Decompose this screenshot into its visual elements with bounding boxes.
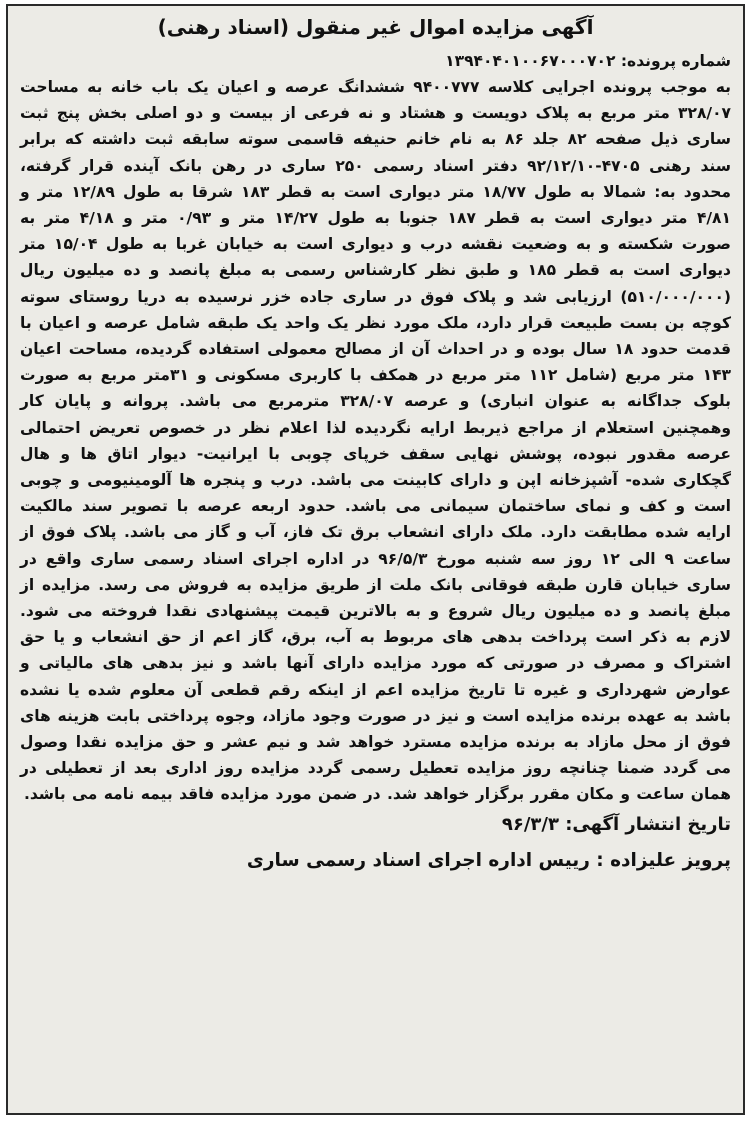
file-number: شماره پرونده: ۱۳۹۴۰۴۰۱۰۰۶۷۰۰۰۷۰۲ [445, 52, 731, 70]
signature: پرویز علیزاده : رییس اداره اجرای اسناد رسمی ساری [246, 849, 731, 871]
publish-date: تاریخ انتشار آگهی: ۹۶/۳/۳ [501, 813, 731, 835]
notice-title: آگهی مزایده اموال غیر منقول (اسناد رهنی) [157, 15, 594, 39]
auction-notice [6, 4, 745, 1115]
notice-body: به موجب پرونده اجرایی کلاسه ۹۴۰۰۷۷۷ ششدانگ عرصه و اعیان یک باب خانه به مساحت ۳۲۸/۰۷ متر مربع به پلاک دویست و هشتاد و نه فرعی از بیست و دو اصلی بخش پنج ثبت ساری ذیل صفحه ۸۲ جلد ۸۶ به نام خانم حنیفه قاسمی سوته سابقه ثبت داشته که برابر سند رهنی ۴۷۰۵-۹۲/۱۲/۱۰ دفتر اسناد رسمی ۲۵۰ ساری در رهن بانک آینده قرار گرفته، محدود به: شمالا به طول ۱۸/۷۷ متر دیواری است به قطر ۱۸۳ شرقا به طول ۱۲/۸۹ متر و ۴/۸۱ متر دیواری است به قطر ۱۸۷ جنوبا به طول ۱۴/۲۷ متر و ۰/۹۳ متر و ۴/۱۸ متر به صورت شکسته و به وضعیت نقشه درب و دیواری است به خیابان غربا به طول ۱۵/۰۴ متر دیواری است به قطر ۱۸۵ و طبق نظر کارشناس رسمی به مبلغ پانصد و ده میلیون ریال (۵۱۰/۰۰۰/۰۰۰) ارزیابی شد و پلاک فوق در ساری جاده خزر نرسیده به دریا روستای سوته کوچه بن بست طبیعت قرار دارد، ملک مورد نظر یک واحد یک طبقه شامل عرصه و اعیان با قدمت حدود ۱۸ سال بوده و در احداث آن از مصالح معمولی استفاده گردیده، مساحت اعیان ۱۴۳ متر مربع (شامل ۱۱۲ متر مربع در همکف با کاربری مسکونی و ۳۱متر مربع به صورت بلوک جداگانه به عنوان انباری) و عرصه ۳۲۸/۰۷ مترمربع می باشد. پروانه و پایان کار وهمچنین استعلام از مراجع ذیربط ارایه نگردیده لذا اعلام نظر در خصوص تعریض احتمالی عرصه مقدور نبوده، پوشش نهایی سقف خرپای چوبی با ایرانیت- دیوار اتاق ها و هال گچکاری شده- آشپزخانه اپن و دارای کابینت می باشد. درب و پنجره ها آلومینیومی و چوبی است و کف و نمای ساختمان سیمانی می باشد. حدود اربعه عرصه با تصویر سند مالکیت ارایه شده مطابقت دارد. ملک دارای انشعاب برق تک فاز، آب و گاز می باشد. پلاک فوق از ساعت ۹ الی ۱۲ روز سه شنبه مورخ ۹۶/۵/۳ در اداره اجرای اسناد رسمی ساری واقع در ساری خیابان قارن طبقه فوقانی بانک ملت از طریق مزایده به فروش می رسد. مزایده از مبلغ پانصد و ده میلیون ریال شروع و به بالاترین قیمت پیشنهادی نقدا فروخته می شود. لازم به ذکر است پرداخت بدهی های مربوط به آب، برق، گاز اعم از حق انشعاب و یا حق اشتراک و مصرف در صورتی که مورد مزایده دارای آنها باشد و نیز بدهی های مالیاتی و عوارض شهرداری و غیره تا تاریخ مزایده اعم از اینکه رقم قطعی آن معلوم شده یا نشده باشد به عهده برنده مزایده است و نیز در صورت وجود مازاد، وجوه پرداختی بابت هزینه های فوق از محل مازاد به برنده مزایده مسترد خواهد شد و نیم عشر و حق مزایده نقدا وصول می گردد ضمنا چنانچه روز مزایده تعطیل رسمی گردد مزایده روز اداری بعد از تعطیلی در همان ساعت و مکان مقرر برگزار خواهد شد. در ضمن مورد مزایده فاقد بیمه نامه می باشد. [20, 78, 732, 804]
